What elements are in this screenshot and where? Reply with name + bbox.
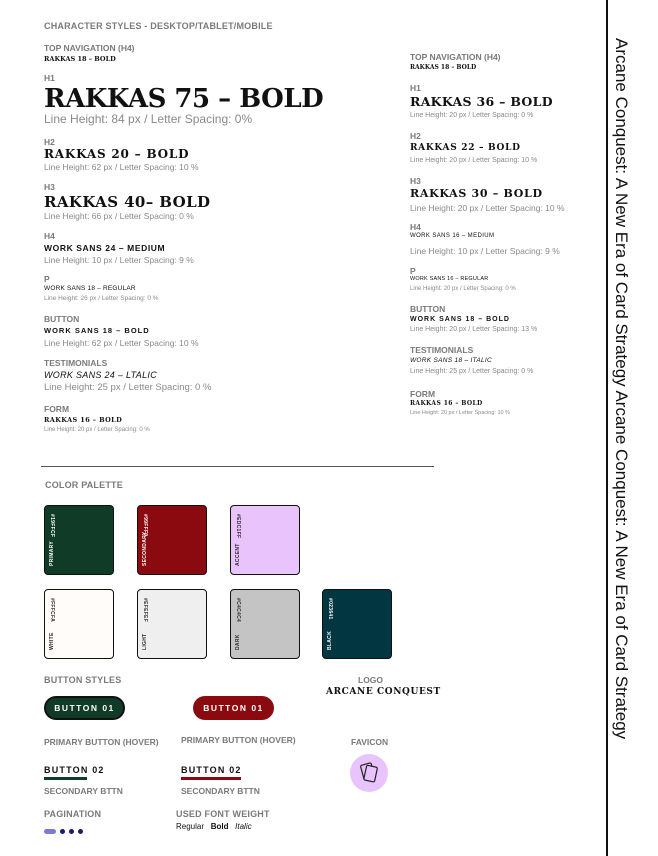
secondary-hover-label: PRIMARY BUTTON (HOVER) <box>181 735 296 745</box>
weight-regular: Regular <box>176 822 205 831</box>
swatch-accent <box>230 505 300 575</box>
mobile-h1-spec: RAKKAS 36 – BOLD <box>410 94 553 109</box>
swatch-hex: #EFEFEF <box>142 598 148 623</box>
desktop-h2-label: H2 <box>44 137 55 147</box>
pagination-dot[interactable] <box>69 829 74 834</box>
weight-italic: Italic <box>235 822 252 831</box>
mobile-h4-meta: Line Height: 10 px / Letter Spacing: 9 % <box>410 246 560 256</box>
vertical-tagline: Arcane Conquest: A New Era of Card Strategy Arcane Conquest: A New Era of Card Strategy <box>612 38 631 740</box>
pagination-dot[interactable] <box>60 829 65 834</box>
swatch-hex: #023641 <box>327 598 333 620</box>
swatch-name: PRIMARY <box>49 541 55 566</box>
logo-title: LOGO <box>358 675 384 685</box>
swatch-secondary <box>137 505 207 575</box>
mobile-h2-spec: RAKKAS 22 – BOLD <box>410 143 521 153</box>
mobile-h4-spec: WORK SANS 16 – MEDIUM <box>410 233 495 239</box>
desktop-testimonials-label: TESTIMONIALS <box>44 358 108 368</box>
logo-wordmark: ARCANE CONQUEST <box>326 687 441 697</box>
cards-icon <box>350 754 388 792</box>
secondary-bttn-label-b: SECONDARY BTTN <box>181 786 260 796</box>
favicon-title: FAVICON <box>351 737 389 747</box>
swatch-name: LIGHT <box>142 633 148 650</box>
swatch-black <box>322 589 392 659</box>
desktop-testimonials-spec: WORK SANS 24 – LTALIC <box>44 370 157 380</box>
favicon-icon <box>350 754 388 792</box>
mobile-button-label: BUTTON <box>410 304 446 314</box>
desktop-h4-label: H4 <box>44 231 55 241</box>
swatch-name: DARK <box>235 634 241 650</box>
desktop-form-label: FORM <box>44 404 70 414</box>
section-divider <box>41 466 434 467</box>
desktop-h4-meta: Line Height: 10 px / Letter Spacing: 9 % <box>44 255 194 265</box>
desktop-testimonials-meta: Line Height: 25 px / Letter Spacing: 0 % <box>44 382 212 393</box>
mobile-h3-label: H3 <box>410 176 421 186</box>
desktop-topnav-label: TOP NAVIGATION (H4) <box>44 43 135 53</box>
desktop-p-meta: Line Height: 26 px / Letter Spacing: 0 % <box>44 295 159 302</box>
mobile-testimonials-spec: WORK SANS 18 – ITALIC <box>410 357 493 364</box>
desktop-form-spec: RAKKAS 16 – BOLD <box>44 416 123 424</box>
mobile-form-label: FORM <box>410 389 436 399</box>
swatch-light <box>137 589 207 659</box>
swatch-hex: #EDC1FF <box>235 514 241 539</box>
vertical-divider <box>606 0 608 856</box>
pagination-title: PAGINATION <box>44 809 102 819</box>
swatch-hex: #99FFF9 <box>142 514 148 537</box>
secondary-hover-button[interactable]: BUTTON 02 <box>181 765 242 775</box>
mobile-topnav-label: TOP NAVIGATION (H4) <box>410 52 501 62</box>
swatch-name: BLACK <box>327 631 333 650</box>
secondary-button[interactable]: BUTTON 01 <box>193 696 274 720</box>
mobile-h1-label: H1 <box>410 83 421 93</box>
swatch-hex: #C4C4C4 <box>235 598 241 623</box>
desktop-h2-meta: Line Height: 62 px / Letter Spacing: 10 % <box>44 162 199 172</box>
desktop-h2-spec: RAKKAS 20 – BOLD <box>44 147 190 161</box>
mobile-h3-meta: Line Height: 20 px / Letter Spacing: 10 % <box>410 203 565 213</box>
swatch-white <box>44 589 114 659</box>
palette-title: COLOR PALETTE <box>45 480 123 490</box>
desktop-topnav-spec: RAKKAS 18 – BOLD <box>44 55 116 63</box>
font-weight-title: USED FONT WEIGHT <box>176 809 270 819</box>
desktop-button-meta: Line Height: 62 px / Letter Spacing: 10 % <box>44 338 199 348</box>
desktop-h4-spec: WORK SANS 24 – MEDIUM <box>44 243 166 253</box>
swatch-name: SECONDARY <box>142 531 148 566</box>
secondary-bttn-label-a: SECONDARY BTTN <box>44 786 123 796</box>
desktop-h1-spec: RAKKAS 75 – BOLD <box>44 84 324 114</box>
mobile-h4-label: H4 <box>410 222 421 232</box>
desktop-p-label: P <box>44 274 50 284</box>
mobile-form-meta: Line Height: 20 px / Letter Spacing: 10 % <box>410 410 510 416</box>
mobile-testimonials-meta: Line Height: 25 px / Letter Spacing: 0 % <box>410 368 534 375</box>
swatch-name: WHITE <box>49 632 55 650</box>
secondary-hover-underline <box>181 777 241 780</box>
weight-bold: Bold <box>210 822 229 831</box>
button-styles-title: BUTTON STYLES <box>44 675 122 685</box>
mobile-h2-meta: Line Height: 20 px / Letter Spacing: 10 % <box>410 157 538 164</box>
swatch-dark <box>230 589 300 659</box>
desktop-button-label: BUTTON <box>44 314 80 324</box>
mobile-form-spec: RAKKAS 16 – BOLD <box>410 400 483 407</box>
swatch-name: ACCENT <box>235 543 241 566</box>
mobile-p-meta: Line Height: 20 px / Letter Spacing: 0 % <box>410 286 516 292</box>
desktop-form-meta: Line Height: 20 px / Letter Spacing: 0 % <box>44 427 150 433</box>
pagination-active-dot[interactable] <box>44 829 56 834</box>
mobile-button-meta: Line Height: 20 px / Letter Spacing: 13 % <box>410 326 538 333</box>
desktop-h3-spec: RAKKAS 40– BOLD <box>44 193 211 211</box>
mobile-p-label: P <box>410 266 416 276</box>
primary-button[interactable]: BUTTON 01 <box>44 696 125 720</box>
swatch-primary <box>44 505 114 575</box>
pagination-dots[interactable] <box>44 827 83 835</box>
mobile-topnav-spec: RAKKAS 18 – BOLD <box>410 64 477 71</box>
mobile-p-spec: WORK SANS 16 – REGULAR <box>410 276 489 282</box>
mobile-testimonials-label: TESTIMONIALS <box>410 345 474 355</box>
font-weights <box>176 822 252 831</box>
mobile-h3-spec: RAKKAS 30 – BOLD <box>410 187 543 200</box>
swatch-hex: #FFFCFA <box>49 598 55 623</box>
desktop-h1-meta: Line Height: 84 px / Letter Spacing: 0% <box>44 112 253 126</box>
desktop-p-spec: WORK SANS 18 – REGULAR <box>44 285 136 292</box>
mobile-button-spec: WORK SANS 18 – BOLD <box>410 316 510 323</box>
desktop-button-spec: WORK SANS 18 – BOLD <box>44 326 150 335</box>
mobile-h1-meta: Line Height: 20 px / Letter Spacing: 0 % <box>410 112 534 119</box>
primary-hover-underline <box>44 777 87 780</box>
swatch-hex: #19FFCF <box>49 514 55 538</box>
desktop-h3-meta: Line Height: 66 px / Letter Spacing: 0 % <box>44 211 194 221</box>
desktop-h1-label: H1 <box>44 73 55 83</box>
pagination-dot[interactable] <box>78 829 83 834</box>
desktop-h3-label: H3 <box>44 182 55 192</box>
mobile-h2-label: H2 <box>410 131 421 141</box>
primary-hover-label: PRIMARY BUTTON (HOVER) <box>44 737 159 747</box>
page-title: CHARACTER STYLES - DESKTOP/TABLET/MOBILE <box>44 21 273 31</box>
primary-hover-button[interactable]: BUTTON 02 <box>44 765 105 775</box>
